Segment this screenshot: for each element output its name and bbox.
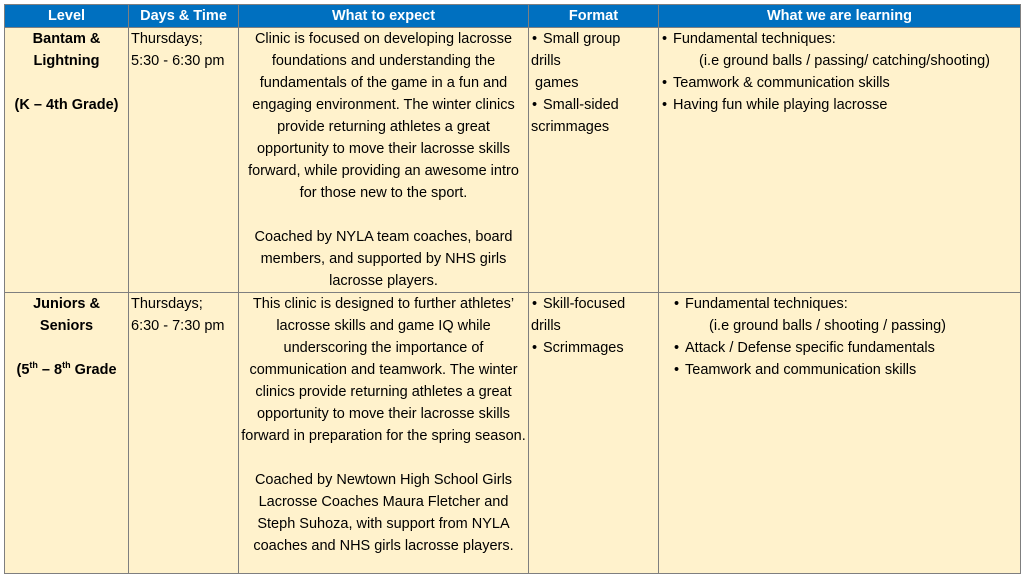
header-what-to-expect: What to expect <box>239 5 529 28</box>
list-item: • Scrimmages <box>531 337 656 359</box>
header-days-time: Days & Time <box>129 5 239 28</box>
level-name: Seniors <box>39 318 94 334</box>
learning-list <box>661 293 1018 315</box>
header-row <box>5 5 1021 28</box>
format-list <box>531 293 656 315</box>
level-cell <box>5 28 129 293</box>
level-name: Lightning <box>33 53 100 69</box>
clinic-schedule-table <box>4 4 1021 574</box>
expect-description: Clinic is focused on developing lacrosse foundations and understanding the fundamentals of the game in a fun and engaging environment. The winter clinics provide returning athletes a great opportunity to move their lacrosse skills forward, while providing an awesome intro for those new to the sport. <box>248 31 519 201</box>
expect-coaches: Coached by NYLA team coaches, board members, and supported by NHS girls lacrosse players. <box>254 229 513 289</box>
format-list <box>531 28 656 50</box>
format-list <box>531 337 656 359</box>
header-level: Level <box>5 5 129 28</box>
learning-subitem: (i.e ground balls / passing/ catching/shooting) <box>699 53 990 69</box>
learning-list <box>661 337 1018 381</box>
learning-subitem: (i.e ground balls / shooting / passing) <box>709 318 946 334</box>
list-item: • Fundamental techniques: <box>673 293 1018 315</box>
format-item-continuation: drills <box>531 318 561 334</box>
level-grade: (5th – 8th Grade <box>16 360 117 378</box>
learning-list <box>661 72 1018 116</box>
learning-list <box>661 28 1018 50</box>
format-cell <box>529 293 659 574</box>
list-item: • Having fun while playing lacrosse <box>661 94 1018 116</box>
table-row <box>5 293 1021 574</box>
what-we-are-learning-cell <box>659 293 1021 574</box>
header-format: Format <box>529 5 659 28</box>
days-text: Thursdays; <box>131 31 203 47</box>
format-cell <box>529 28 659 293</box>
expect-coaches: Coached by Newtown High School Girls Lacrosse Coaches Maura Fletcher and Steph Suhoza, with support from NYLA coaches and NHS girls lacrosse players. <box>253 472 514 554</box>
time-text: 5:30 - 6:30 pm <box>131 53 225 69</box>
list-item: • Fundamental techniques: <box>661 28 1018 50</box>
time-text: 6:30 - 7:30 pm <box>131 318 225 334</box>
list-item: • Teamwork and communication skills <box>673 359 1018 381</box>
list-item: • Attack / Defense specific fundamentals <box>673 337 1018 359</box>
header-what-we-are-learning: What we are learning <box>659 5 1021 28</box>
what-to-expect-cell <box>239 28 529 293</box>
format-item-continuation: drills <box>531 53 561 69</box>
list-item: • Small-sided <box>531 94 656 116</box>
format-item-continuation: games <box>535 75 579 91</box>
format-item-continuation: scrimmages <box>531 119 610 135</box>
format-list <box>531 94 656 116</box>
level-name: Juniors & <box>33 296 100 312</box>
days-time-cell <box>129 293 239 574</box>
days-text: Thursdays; <box>131 296 203 312</box>
table-row <box>5 28 1021 293</box>
expect-description: This clinic is designed to further athletes’ lacrosse skills and game IQ while underscoring the importance of communication and teamwork. The winter clinics provide returning athletes a great opportunity to move their lacrosse skills forward in preparation for the spring season. <box>241 296 526 444</box>
what-we-are-learning-cell <box>659 28 1021 293</box>
days-time-cell <box>129 28 239 293</box>
level-name: Bantam & <box>32 31 101 47</box>
list-item: • Small group <box>531 28 656 50</box>
list-item: • Skill-focused <box>531 293 656 315</box>
level-grade: (K – 4th Grade) <box>14 97 119 113</box>
level-cell <box>5 293 129 574</box>
what-to-expect-cell <box>239 293 529 574</box>
list-item: • Teamwork & communication skills <box>661 72 1018 94</box>
